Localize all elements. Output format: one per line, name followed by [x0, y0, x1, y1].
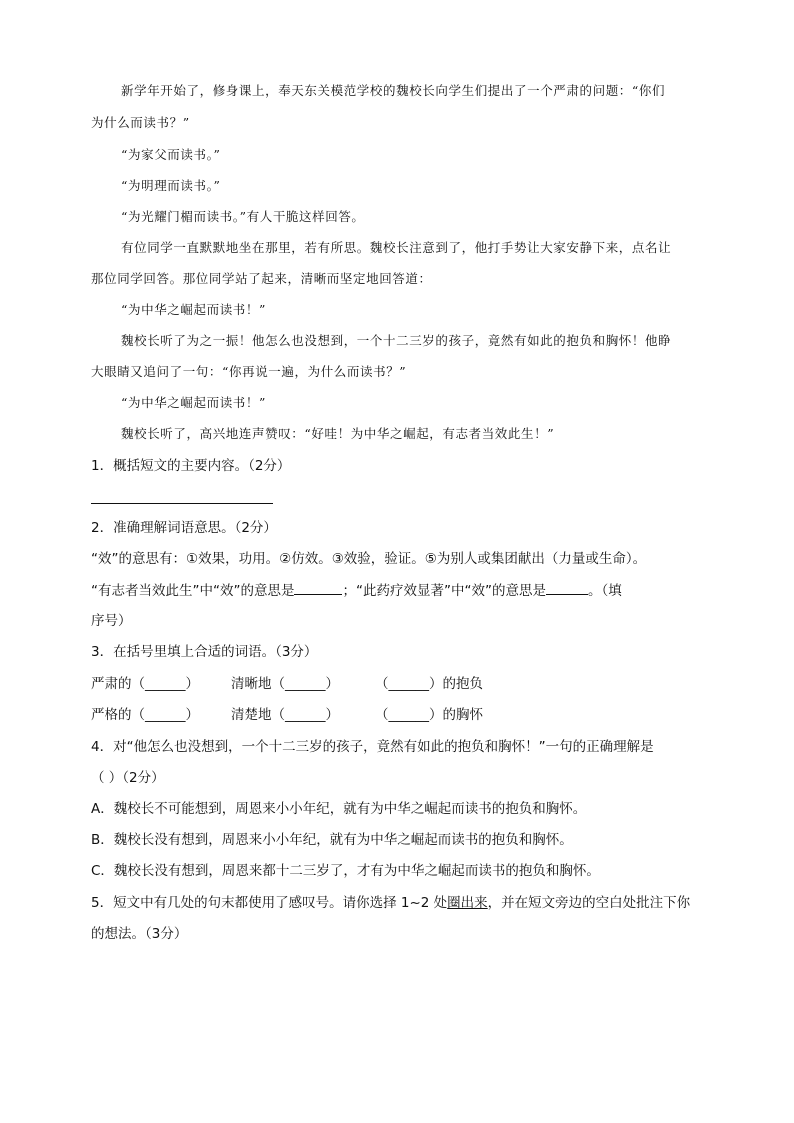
question-5-line-1 — [91, 893, 690, 913]
story-paragraph-1-line-1: 新学年开始了，修身课上，奉天东关模范学校的魏校长向学生们提出了一个严肃的问题：“你们 — [121, 83, 666, 98]
question-2-meanings: “效”的意思有：①效果，功用。②仿效。③效验，验证。⑤为别人或集团献出（力量或生命）。 — [91, 551, 647, 567]
story-paragraph-7-line-1: 魏校长听了为之一振！他怎么也没想到，一个十二三岁的孩子，竟然有如此的抱负和胸怀！他睁 — [121, 333, 672, 348]
question-5-part-2: ，并在短文旁边的空白处批注下你 — [487, 895, 691, 911]
question-5-underlined: 圈出来 — [447, 895, 488, 911]
story-paragraph-6: “为中华之崛起而读书！” — [121, 302, 266, 317]
story-paragraph-7-line-2: 大眼睛又追问了一句：“你再说一遍，为什么而读书？” — [91, 364, 407, 379]
question-5-part-1: 5．短文中有几处的句末都使用了感叹号。请你选择 1~2 处 — [91, 895, 448, 911]
question-3-item-1[interactable]: 严肃的（______） — [91, 676, 199, 692]
question-4-option-b[interactable]: B．魏校长没有想到，周恩来小小年纪，就有为中华之崛起而读书的抱负和胸怀。 — [91, 832, 573, 848]
question-2-line-b: 序号） — [91, 613, 132, 629]
answer-blank-q2-2[interactable] — [546, 580, 588, 595]
story-paragraph-4: “为光耀门楣而读书。”有人干脆这样回答。 — [121, 209, 365, 224]
question-1: 1．概括短文的主要内容。（2分） — [91, 458, 291, 474]
question-2-part-3: 。（填 — [587, 583, 622, 599]
story-paragraph-3: “为明理而读书。” — [121, 178, 221, 193]
question-2-part-2: ；“此药疗效显著”中“效”的意思是 — [342, 583, 546, 599]
question-3-item-4[interactable]: 严格的（______） — [91, 707, 199, 723]
question-4-option-a[interactable]: A．魏校长不可能想到，周恩来小小年纪，就有为中华之崛起而读书的抱负和胸怀。 — [91, 801, 587, 817]
story-paragraph-2: “为家父而读书。” — [121, 147, 221, 162]
question-4-option-c[interactable]: C．魏校长没有想到，周恩来都十二三岁了，才有为中华之崛起而读书的抱负和胸怀。 — [91, 863, 600, 879]
question-3-item-2[interactable]: 清晰地（______） — [231, 676, 339, 692]
question-2-title: 2．准确理解词语意思。（2分） — [91, 520, 277, 536]
answer-blank-q2-1[interactable] — [294, 580, 342, 595]
question-2-line-a — [91, 580, 622, 601]
question-3-item-6[interactable]: （______）的胸怀 — [375, 707, 483, 723]
story-paragraph-1-line-2: 为什么而读书？” — [91, 115, 190, 130]
answer-line-q1[interactable] — [91, 503, 273, 504]
question-4-title: 4．对“他怎么也没想到，一个十二三岁的孩子，竟然有如此的抱负和胸怀！”一句的正确理解是 — [91, 739, 654, 755]
question-3-title: 3．在括号里填上合适的词语。（3分） — [91, 644, 318, 660]
question-3-item-3[interactable]: （______）的抱负 — [375, 676, 483, 692]
story-paragraph-5-line-1: 有位同学一直默默地坐在那里，若有所思。魏校长注意到了，他打手势让大家安静下来，点名让 — [121, 240, 672, 255]
question-2-part-1: “有志者当效此生”中“效”的意思是 — [91, 583, 295, 599]
question-5-line-2: 的想法。（3分） — [91, 926, 188, 942]
story-paragraph-8: “为中华之崛起而读书！” — [121, 395, 266, 410]
question-3-item-5[interactable]: 清楚地（______） — [231, 707, 339, 723]
story-paragraph-9: 魏校长听了，高兴地连声赞叹：“好哇！为中华之崛起，有志者当效此生！” — [121, 426, 555, 441]
question-4-answer-paren[interactable]: （ ）（2分） — [91, 770, 165, 786]
story-paragraph-5-line-2: 那位同学回答。那位同学站了起来，清晰而坚定地回答道： — [91, 271, 432, 286]
